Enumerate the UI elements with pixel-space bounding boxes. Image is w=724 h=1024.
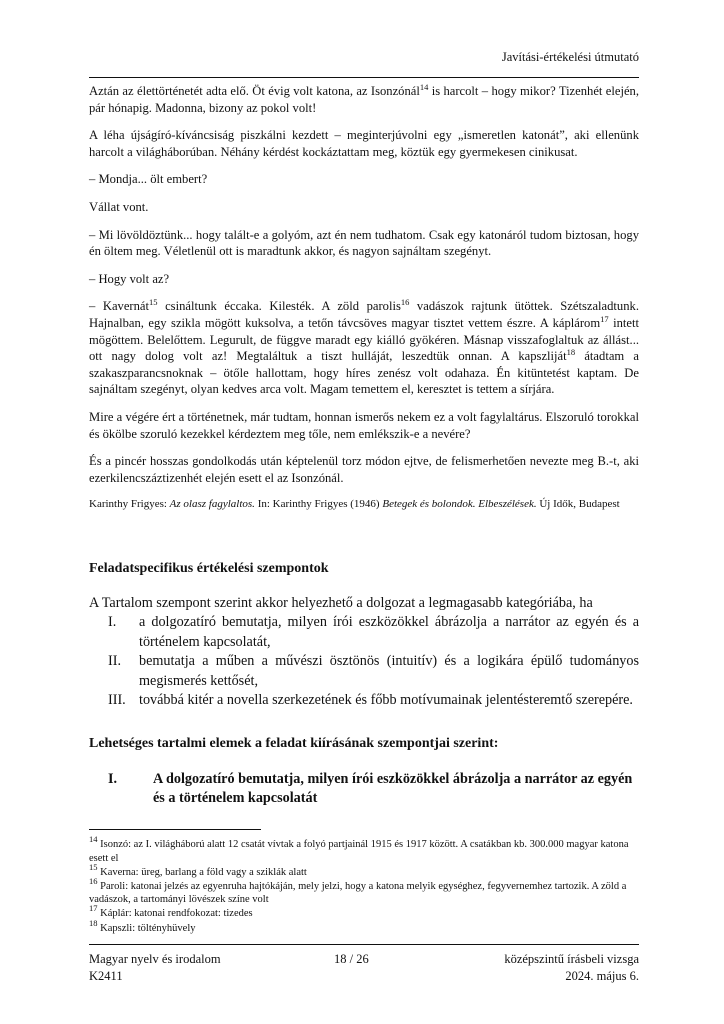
footnote-ref: 14 <box>419 82 429 92</box>
header-title: Javítási-értékelési útmutató <box>501 50 639 64</box>
paragraph: – Kavernát$^{15}$ csináltunk éccaka. Kilesték. A zöld parolis$^{16}$ vadászok rajtunk ütöttek. Szétszaladtunk. Hajnalban, egy szikla mögött kuksolva, a tetőn távcsöves magyar tisztet vettem észre. A káplárom$^{17}$ intett mögöttem. Belelőttem. Legurult, de függve maradt egy kiálló gyökéren. Másnap visszafoglaltuk az állást... ott nagy dolog volt az! Megtaláltuk a tiszt hulláját, leszedtük onnan. A kapszliját$^{18}$ átadtam a szakaszparancsnoknak – ötőle hallottam, hogy híres zenész volt odahaza. Én kitüntetést kaptam. De sajnáltam szegényt, olyan kedves arca volt. Magam temettem el, keresztet is tettem a sírjára. <box>89 297 640 397</box>
footnote: $^{16}$ Paroli: katonai jelzés az egyenruha hajtókáján, mely jelzi, hogy a katona melyik egységhez, fegyvernemhez tartozik. A zöld a vadászok, a tartományi lövészek színe volt <box>89 875 627 906</box>
list-item: III. továbbá kitér a novella szerkezetének és főbb motívumainak jelentésteremtő szerepére. <box>108 692 633 709</box>
page-number: 18 / 26 <box>334 952 369 966</box>
source-citation: Karinthy Frigyes: Az olasz fagylaltos. In: Karinthy Frigyes (1946) Betegek és bolondok. Elbeszélések. Új Idők, Budapest <box>89 498 620 511</box>
section-title: Feladatspecifikus értékelési szempontok <box>89 561 329 576</box>
footnote-ref: 18 <box>566 347 576 358</box>
header-divider <box>89 77 639 78</box>
footnote-ref: 17 <box>600 313 609 324</box>
footnote-ref: 16 <box>400 297 410 308</box>
list-item: II. bemutatja a műben a művészi ösztönös (intuitív) és a logikára épülő tudományos megismerés kettősét, <box>108 653 639 689</box>
footer-exam: középszintű írásbeli vizsga <box>504 952 639 966</box>
paragraph: Aztán az élettörténetét adta elő. Öt évig volt katona, az Isonzónál$^{14}$ is harcolt – hogy mikor? Tizenhét elején, pár hónapig. Madonna, bizony az pokol volt! <box>89 82 639 115</box>
footnote-ref: 15 <box>149 297 158 308</box>
paragraph: És a pincér hosszas gondolkodás után képtelenül torz módon ejtve, de felismerhetően nevezte meg B.-t, aki ezerkilencszáztizenhét elején esett el az Isonzónál. <box>89 454 639 485</box>
footnote-divider <box>89 829 261 830</box>
footer-divider <box>89 944 639 945</box>
footnote: $^{15}$ Kaverna: üreg, barlang a föld vagy a sziklák alatt <box>89 861 307 878</box>
story-excerpt <box>89 83 639 523</box>
footnote: $^{18}$ Kapszli: töltényhüvely <box>89 917 196 934</box>
footer-code: K2411 <box>89 968 123 983</box>
footer-date: 2024. május 6. <box>565 968 639 983</box>
paragraph: – Hogy volt az? <box>89 271 170 286</box>
paragraph: Vállat vont. <box>89 199 149 214</box>
footnote: $^{17}$ Káplár: katonai rendfokozat: tizedes <box>89 903 253 920</box>
criteria-list <box>89 594 639 710</box>
paragraph: – Mondja... ölt embert? <box>89 172 208 187</box>
footnote: $^{14}$ Isonzó: az I. világháború alatt 12 csatát vívtak a folyó partjainál 1915 és 1917 között. A csatákban kb. 300.000 magyar katona esett el <box>89 834 629 864</box>
paragraph: – Mi lövöldöztünk... hogy talált-e a golyóm, azt én nem tudhatom. Csak egy katonáról tudom biztosan, hogy én öltem meg. Véletlenül ott is maradtunk akkor, és nagyon sajnáltam szegényt. <box>89 227 639 259</box>
criteria-intro: A Tartalom szempont szerint akkor helyezhető a dolgozat a legmagasabb kategóriába, ha <box>89 595 593 611</box>
section-title: Lehetséges tartalmi elemek a feladat kiírásának szempontjai szerint: <box>89 736 499 751</box>
subsection-heading: I. A dolgozatíró bemutatja, milyen írói eszközökkel ábrázolja a narrátor az egyén és a történelem kapcsolatát <box>108 771 633 807</box>
footer-subject: Magyar nyelv és irodalom <box>89 952 221 966</box>
paragraph: Mire a végére ért a történetnek, már tudtam, honnan ismerős nekem ez a volt fagylaltárus. Elszoruló torokkal és ökölbe szoruló kezekkel kérdeztem meg tőle, nem emlékszik-e a nevére? <box>89 409 639 441</box>
footnotes <box>89 834 639 936</box>
paragraph: A léha újságíró-kíváncsiság piszkálni kezdett – meginterjúvolni egy „ismeretlen katonát”, aki ellenünk harcolt a világháborúban. Néhány kérdést kockáztattam meg, köztük egy gyermekesen cinikusat. <box>89 128 639 159</box>
list-item: I. a dolgozatíró bemutatja, milyen írói eszközökkel ábrázolja a narrátor az egyén és a történelem kapcsolatát, <box>108 614 639 650</box>
